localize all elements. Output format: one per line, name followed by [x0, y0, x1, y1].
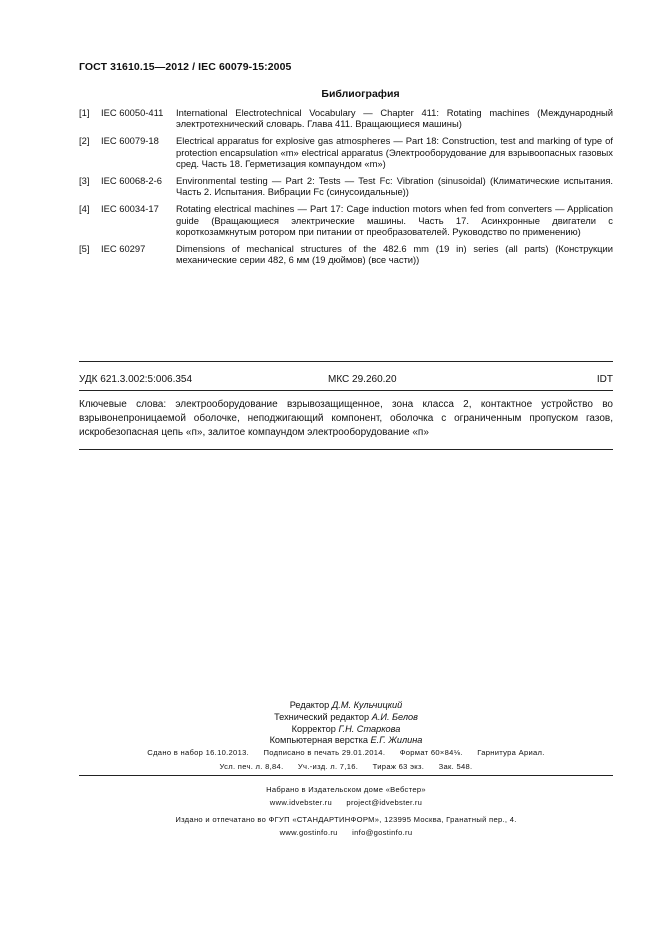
editor-line: [79, 700, 613, 710]
divider-middle: [79, 390, 613, 391]
entry-code: IEC 60297: [101, 243, 146, 255]
divider-bottom: [79, 449, 613, 450]
tech-editor-line: [79, 712, 613, 722]
divider-top: [79, 361, 613, 362]
tech-editor-name: А.И. Белов: [371, 712, 418, 722]
bibliography-title: Библиография: [321, 88, 400, 100]
bibliography-entry: [79, 135, 613, 169]
entry-description: International Electrotechnical Vocabulary — Chapter 411: Rotating machines (Международный электротехнический словарь. Глава 411. Вращающиеся машины): [176, 107, 613, 130]
tech-editor-label: Технический редактор: [274, 712, 370, 722]
entry-code: IEC 60079-18: [101, 135, 159, 147]
udk-code: УДК 621.3.002:5:006.354: [79, 374, 193, 385]
entry-description: Environmental testing — Part 2: Tests — Test Fc: Vibration (sinusoidal) (Климатические испытания. Часть 2. Испытания. Вибрации Fc (синусоидальные)): [176, 175, 613, 198]
print-details-2: Усл. печ. л. 8,84. Уч.-изд. л. 7,16. Тираж 63 экз. Зак. 548.: [219, 762, 473, 771]
editor-name: Д.М. Кульчицкий: [331, 700, 403, 710]
entry-code: IEC 60034-17: [101, 203, 159, 215]
document-header: ГОСТ 31610.15—2012 / IEC 60079-15:2005: [79, 61, 292, 73]
layout-label: Компьютерная верстка: [269, 735, 368, 745]
entry-number: [2]: [79, 135, 90, 147]
layout-line: [79, 735, 613, 745]
classification-row: [79, 374, 613, 385]
entry-number: [4]: [79, 203, 90, 215]
entry-number: [5]: [79, 243, 90, 255]
print-details-1: Сдано в набор 16.10.2013. Подписано в печать 29.01.2014. Формат 60×84⅛. Гарнитура Ариал.: [147, 748, 545, 757]
keywords-paragraph: Ключевые слова: электрооборудование взрывозащищенное, зона класса 2, контактное устройство во взрывонепроницаемой оболочке, неподжигающий компонент, оболочка с ограниченным пропуском газов, искробезопасная цепь «п», залитое компаундом электрооборудование «п»: [79, 399, 613, 438]
idt-mark: IDT: [596, 374, 613, 385]
corrector-name: Г.Н. Старкова: [338, 724, 401, 734]
typeset-line-2: www.idvebster.ru project@idvebster.ru: [269, 798, 423, 807]
corrector-line: [79, 724, 613, 734]
publisher-line-1: Издано и отпечатано во ФГУП «СТАНДАРТИНФОРМ», 123995 Москва, Гранатный пер., 4.: [175, 815, 517, 824]
publisher-line-2: www.gostinfo.ru info@gostinfo.ru: [279, 828, 413, 837]
entry-code: IEC 60068-2-6: [101, 175, 162, 187]
bibliography-entry: [79, 243, 613, 265]
editor-label: Редактор: [289, 700, 330, 710]
mks-code: МКС 29.260.20: [328, 374, 397, 385]
bibliography-entry: [79, 203, 613, 237]
layout-name: Е.Г. Жилина: [370, 735, 423, 745]
bibliography-entry: [79, 175, 613, 197]
entry-description: Dimensions of mechanical structures of the 482.6 mm (19 in) series (all parts) (Конструкции механические серии 482, 6 мм (19 дюймов) (все части)): [176, 243, 613, 266]
bibliography-entry: [79, 107, 613, 129]
bibliography-list: [79, 107, 613, 271]
entry-code: IEC 60050-411: [101, 107, 164, 118]
entry-description: Rotating electrical machines — Part 17: Cage induction motors when fed from converters — Application guide (Вращающиеся электрические машины. Часть 17. Асинхронные двигатели с короткозамкнутым ротором при питании от преобразователей. Руководство по применению): [176, 203, 613, 237]
entry-description: Electrical apparatus for explosive gas atmospheres — Part 18: Construction, test and marking of type of protection encapsulation «m» electrical apparatus (Электрооборудование для взрывоопасных газовых сред. Часть 18. Герметизация компаундом «m»): [176, 135, 613, 169]
divider-imprint: [79, 775, 613, 776]
typeset-line-1: Набрано в Издательском доме «Вебстер»: [266, 785, 426, 794]
entry-number: [1]: [79, 107, 90, 118]
corrector-label: Корректор: [291, 724, 336, 734]
entry-number: [3]: [79, 175, 90, 187]
